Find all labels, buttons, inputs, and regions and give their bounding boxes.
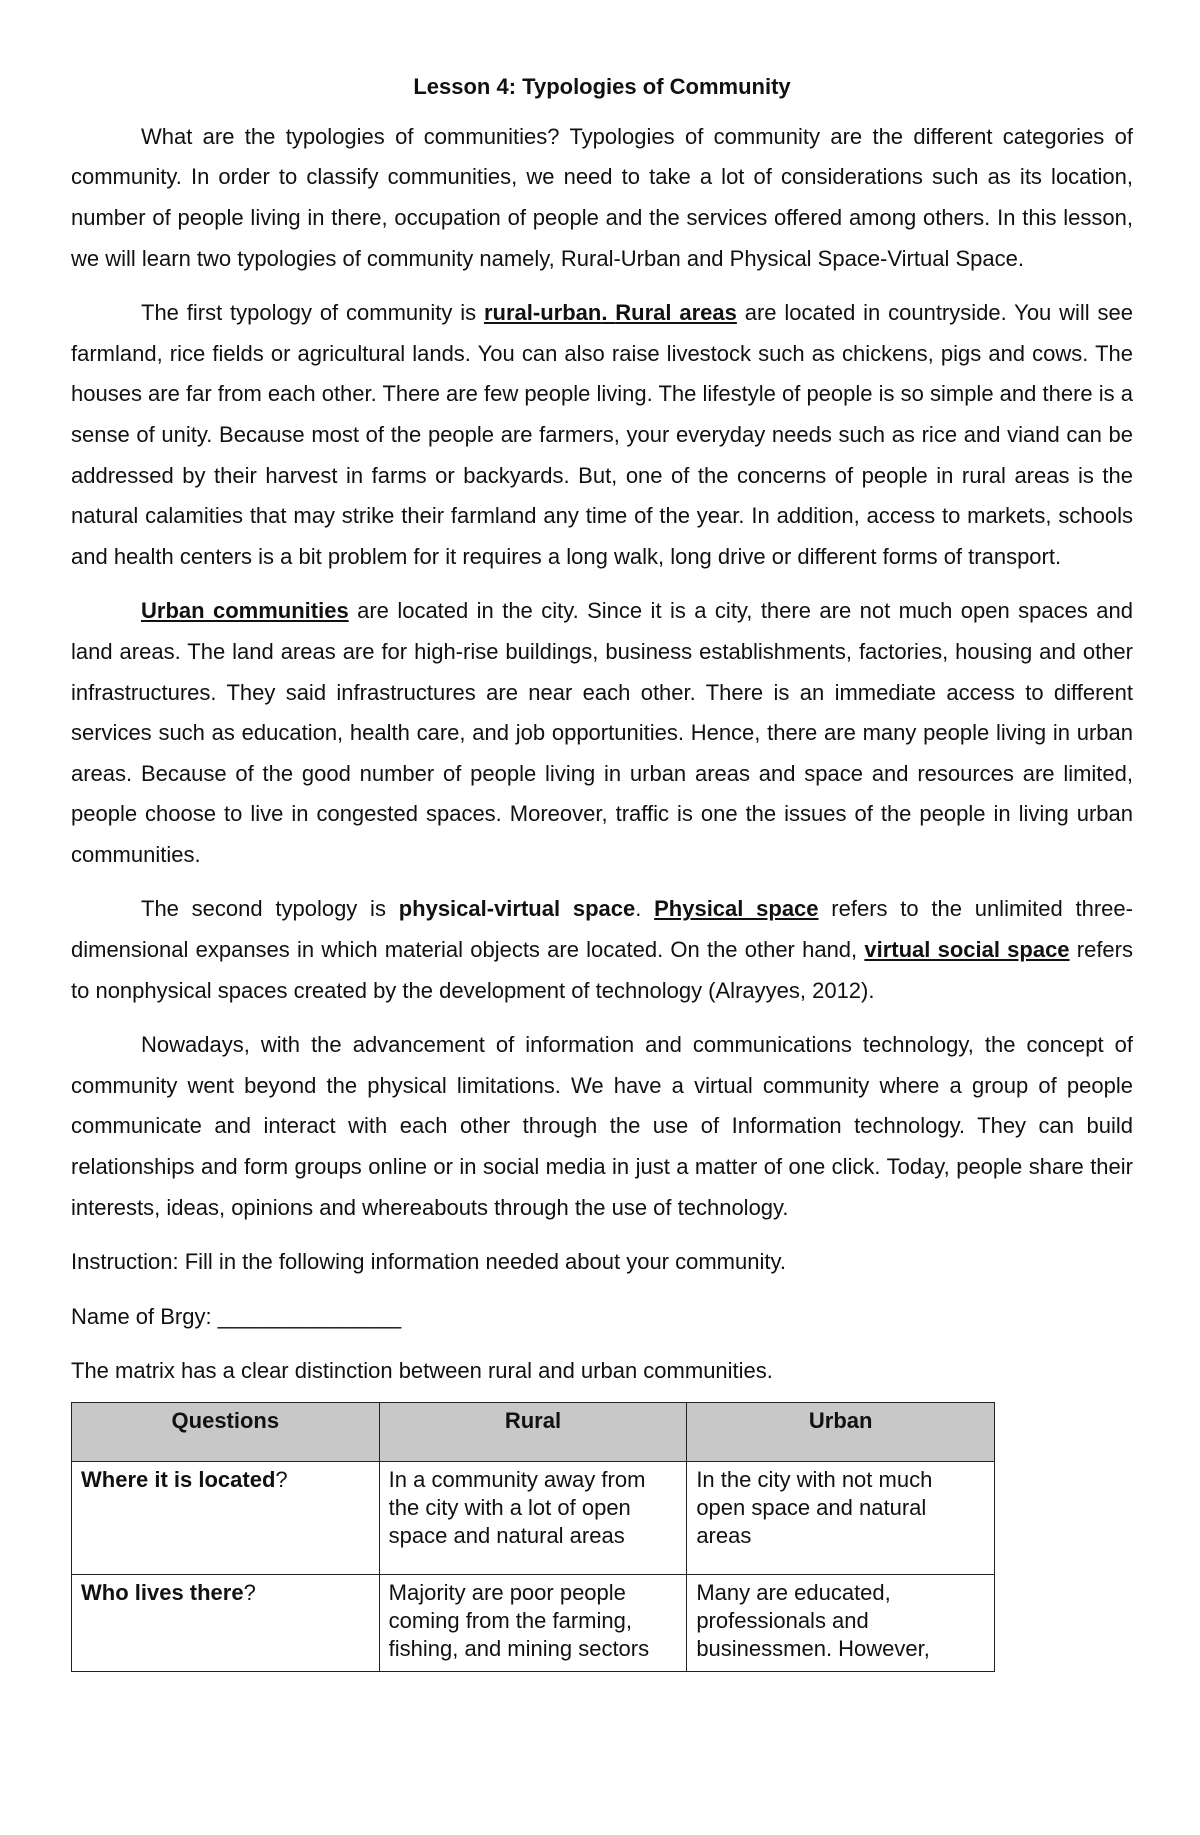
urban-paragraph-body: are located in the city. Since it is a city, there are not much open spaces and land areas. The land areas are for high-rise buildings, business establishments, factories, housing and other infrastructures. They said infrastructures are near each other. There is an immediate access to different services such as education, health care, and job opportunities. Hence, there are many people living in urban areas. Because of the good number of people living in urban areas and space and resources are limited, people choose to live in congested spaces. Moreover, traffic is one the issues of the people in living urban communities. (71, 598, 1133, 867)
document-page (71, 62, 1133, 1672)
term-physical-virtual-space: physical-virtual space (398, 896, 636, 922)
rural-cell: Majority are poor people coming from the farming, fishing, and mining sectors (379, 1575, 687, 1672)
virtual-community-paragraph: Nowadays, with the advancement of information and communications technology, the concept of community went beyond the physical limitations. We have a virtual community where a group of people communicate and interact with each other through the use of Information technology. They can build relationships and form groups online or in social media in just a matter of one click. Today, people share their interests, ideas, opinions and whereabouts through the use of technology. (71, 1032, 1133, 1220)
term-rural-areas: Rural areas (615, 300, 737, 326)
urban-paragraph (71, 591, 1133, 875)
lesson-title: Lesson 4: Typologies of Community (413, 74, 791, 99)
question-mark: ? (275, 1467, 288, 1493)
urban-cell: Many are educated, professionals and businessmen. However, (687, 1575, 995, 1672)
question-cell (72, 1575, 380, 1672)
term-virtual-social-space: virtual social space (864, 937, 1070, 963)
question-text: Where it is located (81, 1467, 276, 1493)
header-rural: Rural (379, 1403, 687, 1462)
term-urban-communities: Urban communities (141, 598, 349, 624)
urban-cell: In the city with not much open space and natural areas (687, 1462, 995, 1575)
pv-paragraph-pre: The second typology is (141, 896, 399, 922)
rural-paragraph-pre: The first typology of community is (141, 300, 484, 326)
physical-virtual-paragraph (71, 889, 1133, 1011)
question-cell (72, 1462, 380, 1575)
rural-paragraph-body: are located in countryside. You will see farmland, rice fields or agricultural lands. You can also raise livestock such as chickens, pigs and cows. The houses are far from each other. There are few people living. The lifestyle of people is so simple and there is a sense of unity. Because most of the people are farmers, your everyday needs such as rice and viand can be addressed by their harvest in farms or backyards. But, one of the concerns of people in rural areas is the natural calamities that may strike their farmland any time of the year. In addition, access to markets, schools and health centers is a bit problem for it requires a long walk, long drive or different forms of transport. (71, 300, 1134, 569)
question-mark: ? (243, 1580, 256, 1606)
matrix-header-row (72, 1403, 995, 1462)
header-questions: Questions (72, 1403, 380, 1462)
header-urban: Urban (687, 1403, 995, 1462)
rural-cell: In a community away from the city with a lot of open space and natural areas (379, 1462, 687, 1575)
brgy-name-line: Name of Brgy: _______________ (71, 1303, 402, 1329)
instruction-line: Instruction: Fill in the following information needed about your community. (71, 1249, 786, 1275)
term-physical-space: Physical space (654, 896, 819, 922)
matrix-intro: The matrix has a clear distinction between rural and urban communities. (71, 1358, 773, 1384)
rural-paragraph (71, 293, 1133, 577)
pv-paragraph-end: refers to nonphysical spaces created by the development of technology (Alrayyes, 2012). (71, 937, 1133, 1003)
table-row (72, 1575, 995, 1672)
table-row (72, 1462, 995, 1575)
pv-paragraph-mid: refers to the unlimited three-dimensional expanses in which material objects are located. On the other hand, (71, 896, 1133, 963)
intro-paragraph: What are the typologies of communities? Typologies of community are the different categories of community. In order to classify communities, we need to take a lot of considerations such as its location, number of people living in there, occupation of people and the services offered among others. In this lesson, we will learn two typologies of community namely, Rural-Urban and Physical Space-Virtual Space. (71, 123, 1133, 271)
pv-separator: . (635, 896, 655, 922)
question-text: Who lives there (81, 1580, 244, 1606)
rural-urban-matrix (71, 1402, 995, 1672)
term-rural-urban: rural-urban (483, 300, 602, 326)
term-separator: . (601, 300, 616, 326)
